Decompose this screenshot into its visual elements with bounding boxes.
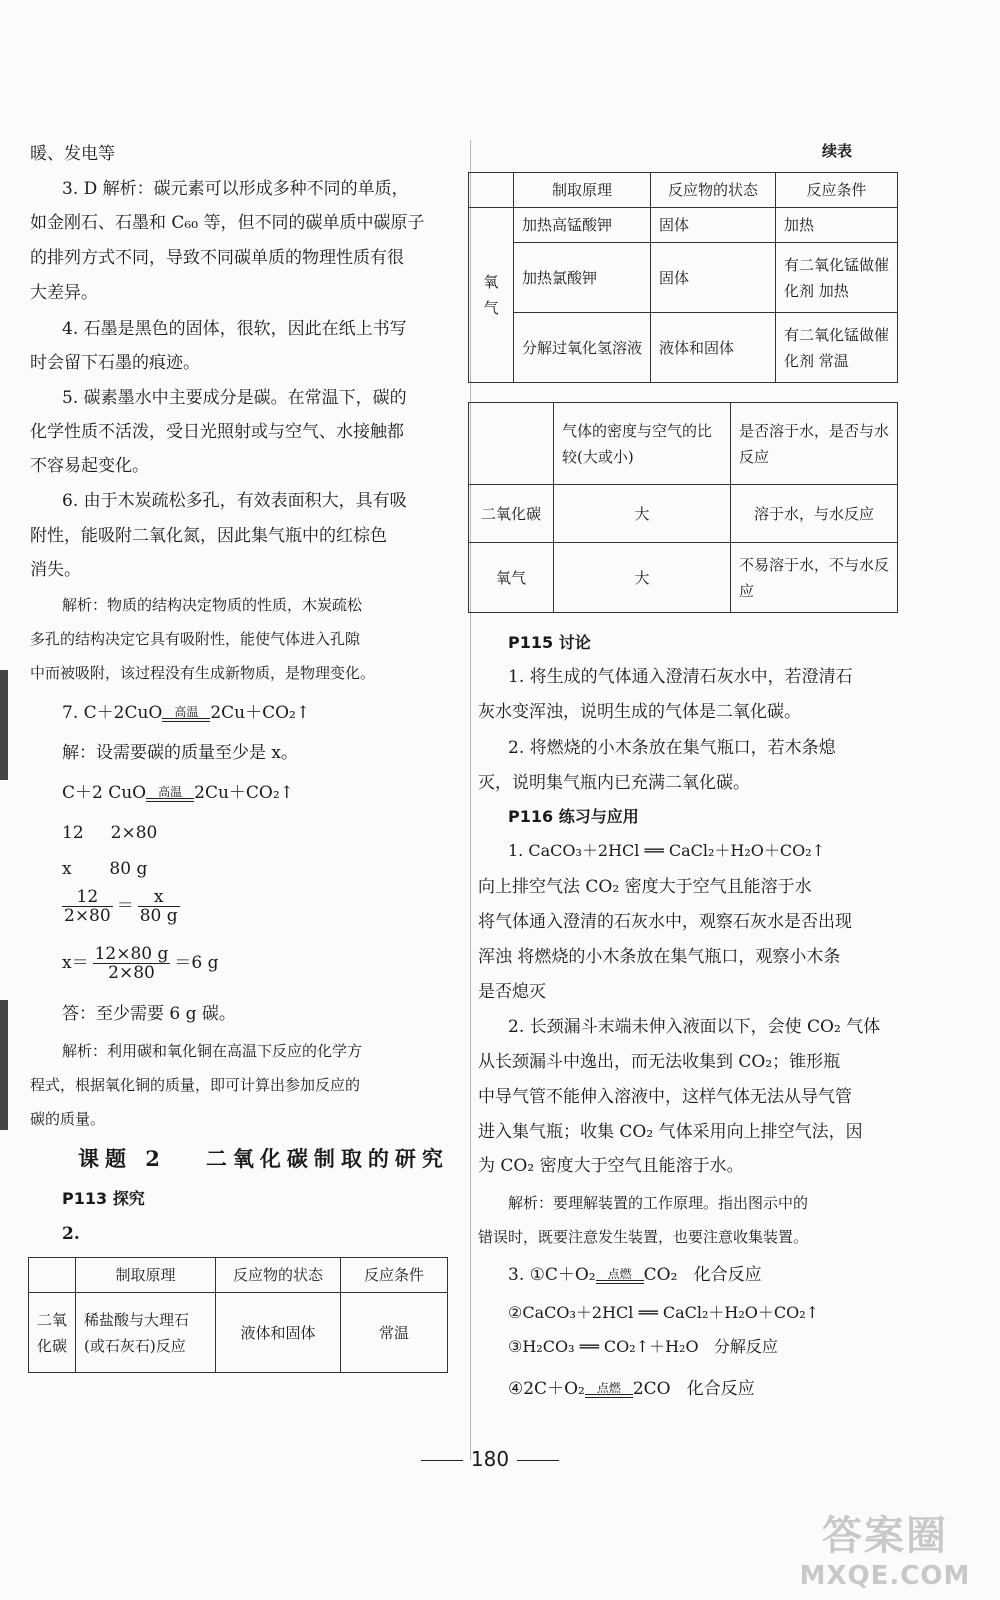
text-line: 是否熄灭 [478, 982, 546, 1002]
analysis-6: 解析：物质的结构决定物质的性质，木炭疏松 [62, 596, 363, 614]
practice-2: 2. 长颈漏斗末端未伸入液面以下，会使 CO₂ 气体 [508, 1017, 881, 1037]
table-header: 制取原理 [514, 173, 651, 208]
reaction-arrow: 点燃 [596, 1268, 644, 1284]
practice-1: 1. CaCO₃＋2HCl ══ CaCl₂＋H₂O＋CO₂↑ [508, 841, 826, 860]
text-line: 化学性质不活泼，受日光照射或与空气、水接触都 [30, 422, 404, 442]
table-cell: 加热 [776, 208, 898, 243]
table-header: 气体的密度与空气的比较(大或小) [554, 403, 731, 485]
eq-right: 2Cu＋CO₂↑ [194, 783, 294, 803]
table-cell: 大 [554, 485, 731, 543]
answer-6: 6. 由于木炭疏松多孔，有效表面积大，具有吸 [62, 491, 407, 511]
page-number: 180 [400, 1447, 580, 1471]
text-line: 多孔的结构决定它具有吸附性，能使气体进入孔隙 [30, 630, 361, 648]
table-cell: 常温 [341, 1293, 448, 1373]
fraction: $\frac{x}{80 g}$ [139, 887, 178, 926]
mass-row-2: x 80 g [62, 859, 148, 879]
text-line: 消失。 [30, 560, 81, 580]
table-cell: 液体和固体 [651, 313, 776, 383]
eq-condition: 高温 [158, 784, 183, 799]
table-cell: 溶于水，与水反应 [731, 485, 898, 543]
reaction-arrow: 点燃 [585, 1382, 633, 1398]
text-line: 灰水变浑浊，说明生成的气体是二氧化碳。 [478, 702, 801, 722]
text-line: 如金刚石、石墨和 C₆₀ 等，但不同的碳单质中碳原子 [30, 213, 425, 233]
table-cell: 稀盐酸与大理石(或石灰石)反应 [76, 1293, 216, 1373]
table-cell: 有二氧化锰做催化剂 常温 [776, 313, 898, 383]
subheading-p115: P115 讨论 [508, 633, 591, 652]
table-header: 反应物的状态 [651, 173, 776, 208]
table-header: 是否溶于水，是否与水反应 [731, 403, 898, 485]
answer-4: 4. 石墨是黑色的固体，很软，因此在纸上书写 [62, 319, 407, 339]
eq-right: 2Cu＋CO₂↑ [210, 703, 311, 723]
equation-7b [62, 782, 294, 804]
text-line: 浑浊 将燃烧的小木条放在集气瓶口，观察小木条 [478, 947, 841, 967]
table-header [469, 173, 514, 208]
discussion-2: 2. 将燃烧的小木条放在集气瓶口，若木条熄 [508, 738, 836, 758]
table-cell: 分解过氧化氢溶液 [514, 313, 651, 383]
table-header: 反应物的状态 [216, 1258, 341, 1293]
practice-3-b: ②CaCO₃＋2HCl ══ CaCl₂＋H₂O＋CO₂↑ [508, 1303, 820, 1322]
text-line: 碳的质量。 [30, 1110, 106, 1128]
solution-intro: 解：设需要碳的质量至少是 x。 [62, 743, 298, 763]
text-line: 灭，说明集气瓶内已充满二氧化碳。 [478, 773, 750, 793]
table-cell: 有二氧化锰做催化剂 加热 [776, 243, 898, 313]
table-cell: 液体和固体 [216, 1293, 341, 1373]
item-2: 2. [62, 1224, 80, 1244]
text-line: 中而被吸附，该过程没有生成新物质，是物理变化。 [30, 664, 376, 682]
text-line: 从长颈漏斗中逸出，而无法收集到 CO₂；锥形瓶 [478, 1052, 841, 1072]
table-header: 制取原理 [76, 1258, 216, 1293]
text-line: 附性，能吸附二氧化氮，因此集气瓶中的红棕色 [30, 526, 387, 546]
row-label: 二氧化碳 [29, 1293, 76, 1373]
analysis-7: 解析：利用碳和氧化铜在高温下反应的化学方 [62, 1042, 363, 1060]
answer-5: 5. 碳素墨水中主要成分是碳。在常温下，碳的 [62, 388, 407, 408]
reaction-arrow [146, 786, 194, 802]
table-cell: 加热高锰酸钾 [514, 208, 651, 243]
subheading-p113: P113 探究 [62, 1189, 145, 1208]
text-line: 进入集气瓶；收集 CO₂ 气体采用向上排空气法，因 [478, 1122, 863, 1142]
equation-7 [62, 702, 310, 724]
practice-3-a: 3. ①C＋O₂ 点燃 CO₂ 化合反应 [508, 1265, 762, 1285]
text-line: 将气体通入澄清的石灰水中，观察石灰水是否出现 [478, 912, 852, 932]
text-line: 为 CO₂ 密度大于空气且能溶于水。 [478, 1156, 744, 1176]
row-label: 氧气 [469, 208, 514, 383]
discussion-1: 1. 将生成的气体通入澄清石灰水中，若澄清石 [508, 667, 853, 687]
text-line: 中导气管不能伸入溶液中，这样气体无法从导气管 [478, 1087, 852, 1107]
table-header [29, 1258, 76, 1293]
text-line: 暖、发电等 [30, 144, 115, 164]
scan-edge-mark [0, 670, 8, 780]
fraction: $\frac{12}{2\times 80}$ [64, 887, 111, 926]
analysis-p116-2: 解析：要理解装置的工作原理。指出图示中的 [508, 1194, 809, 1212]
co2-preparation-table [28, 1257, 448, 1373]
table-cell: 不易溶于水，不与水反应 [731, 543, 898, 613]
text-line: 程式，根据氧化铜的质量，即可计算出参加反应的 [30, 1076, 361, 1094]
text-line: 错误时，既要注意发生装置，也要注意收集装置。 [478, 1228, 809, 1246]
result: x＝ $\frac{12\times 80 g}{2\times 80}$ ＝6 g [62, 944, 219, 983]
row-label: 氧气 [469, 543, 554, 613]
text-line: 的排列方式不同，导致不同碳单质的物理性质有很 [30, 248, 404, 268]
reaction-arrow [162, 706, 210, 722]
table-cell: 大 [554, 543, 731, 613]
gas-properties-table [468, 402, 898, 613]
eq-condition: 高温 [174, 704, 199, 719]
text-line: 向上排空气法 CO₂ 密度大于空气且能溶于水 [478, 877, 812, 897]
text-line: 时会留下石墨的痕迹。 [30, 353, 200, 373]
proportion: $\frac{12}{2\times 80}$ ＝ $\frac{x}{80 g}$ [64, 887, 178, 926]
mass-row-1: 12 2×80 [62, 823, 158, 843]
watermark-logo: 答案圈 MXQE.COM [799, 1513, 971, 1591]
row-label: 二氧化碳 [469, 485, 554, 543]
table-cell: 固体 [651, 243, 776, 313]
oxygen-preparation-table [468, 172, 898, 383]
answer-3: 3. D 解析：碳元素可以形成多种不同的单质， [62, 179, 409, 199]
table-header: 反应条件 [341, 1258, 448, 1293]
subheading-p116: P116 练习与应用 [508, 807, 639, 826]
practice-3-d: ④2C＋O₂ 点燃 2CO 化合反应 [508, 1379, 755, 1399]
scan-edge-mark [0, 1000, 8, 1130]
table-cell: 加热氯酸钾 [514, 243, 651, 313]
eq-left: 7. C＋2CuO [62, 703, 163, 723]
eq-left: C＋2 CuO [62, 783, 147, 803]
practice-3-c: ③H₂CO₃ ══ CO₂↑＋H₂O 分解反应 [508, 1337, 778, 1356]
text-line: 不容易起变化。 [30, 456, 149, 476]
table-header: 反应条件 [776, 173, 898, 208]
section-heading: 课题 2 二氧化碳制取的研究 [78, 1146, 449, 1171]
answer-line: 答：至少需要 6 g 碳。 [62, 1004, 236, 1024]
continued-label: 续表 [822, 142, 853, 160]
table-cell: 固体 [651, 208, 776, 243]
text-line: 大差异。 [30, 283, 98, 303]
table-header [469, 403, 554, 485]
fraction: $\frac{12\times 80 g}{2\times 80}$ [94, 944, 169, 983]
